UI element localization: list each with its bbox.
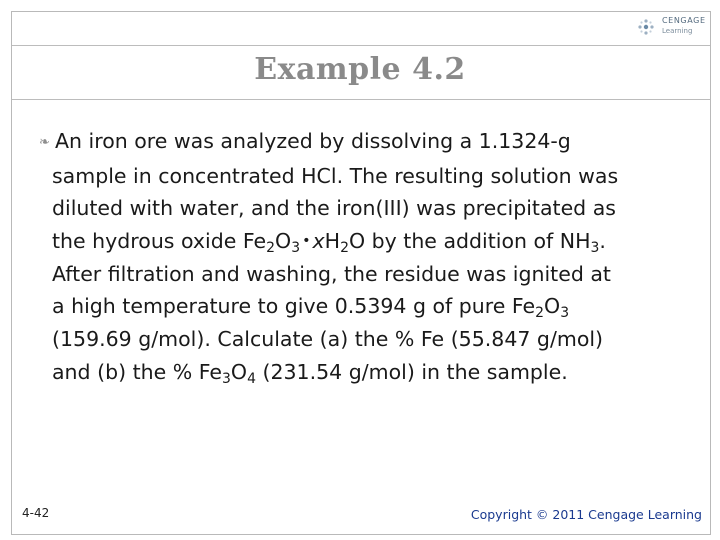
body-line-1 bbox=[39, 125, 702, 160]
logo-wordmark: CENGAGE bbox=[662, 16, 706, 25]
title-top-rule bbox=[12, 45, 710, 46]
body-line-7: (159.69 g/mol). Calculate (a) the % Fe (55.847 g/mol) bbox=[52, 326, 604, 351]
cengage-logo bbox=[634, 14, 714, 40]
slide-title: Example 4.2 bbox=[254, 52, 466, 87]
body-line-1-text: An iron ore was analyzed by dissolving a 1.1324-g bbox=[55, 129, 571, 153]
body-line-5: After filtration and washing, the residue was ignited at bbox=[52, 261, 611, 286]
title-bottom-rule bbox=[12, 99, 710, 100]
copyright-notice: Copyright © 2011 Cengage Learning bbox=[470, 507, 702, 522]
logo-subtitle: Learning bbox=[662, 27, 693, 35]
ornamental-bullet-icon: ❧ bbox=[39, 135, 50, 150]
problem-statement bbox=[39, 125, 702, 388]
cengage-logo-mark-icon bbox=[634, 16, 658, 38]
body-line-4: the hydrous oxide $Fe_2O_3$ $•xH_2O$ by the addition of $NH_3$. bbox=[52, 228, 606, 256]
body-line-3: diluted with water, and the iron(III) was precipitated as bbox=[52, 196, 616, 221]
body-line-8: and (b) the % $Fe_3O_4$ (231.54 g/mol) in the sample. bbox=[52, 359, 568, 387]
slide-number: 4-42 bbox=[22, 506, 50, 520]
body-line-6: a high temperature to give 0.5394 g of pure $Fe_2O_3$ bbox=[52, 294, 570, 322]
body-line-2: sample in concentrated HCl. The resulting solution was bbox=[52, 163, 619, 188]
